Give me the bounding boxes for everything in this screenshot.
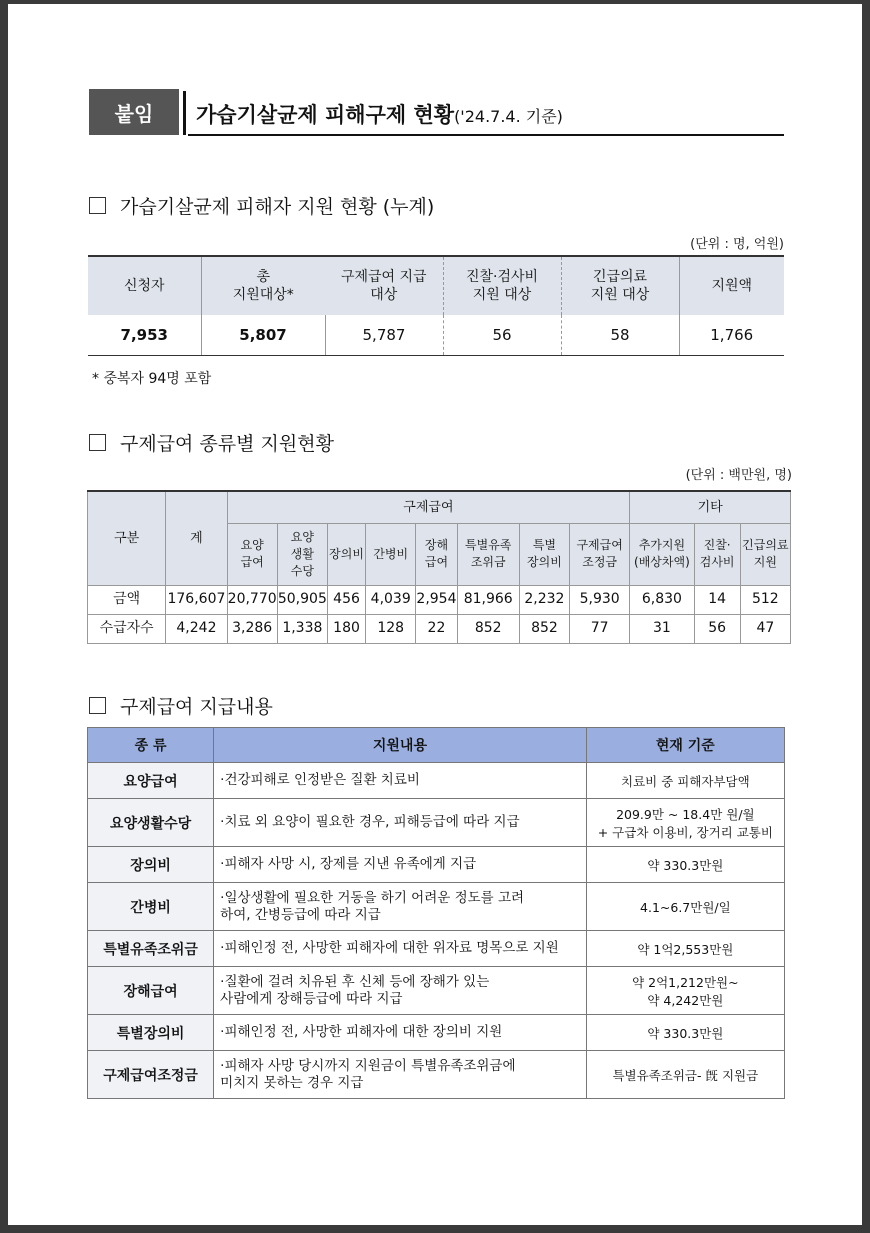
relief-content-table <box>87 727 785 1099</box>
section2-title: 구제급여 종류별 지원현황 <box>120 433 334 455</box>
table-row <box>88 967 785 1015</box>
table-row <box>88 614 791 643</box>
relief-type-cell: 특별유족조위금 <box>88 931 214 967</box>
gubun-header: 구분 <box>88 491 166 585</box>
table-cell: 1,338 <box>277 614 327 643</box>
relief-standard-cell: 약 330.3만원 <box>586 1015 784 1051</box>
table-cell: 47 <box>740 614 790 643</box>
relief-group-header-row <box>88 491 791 523</box>
other-group-header: 기타 <box>630 491 791 523</box>
table-cell: 852 <box>457 614 519 643</box>
relief-column-header: 특별 장의비 <box>519 523 569 585</box>
relief-column-header: 간병비 <box>366 523 416 585</box>
relief-content-cell: ·일상생활에 필요한 거동을 하기 어려운 정도를 고려 하여, 간병등급에 따라 지급 <box>214 883 587 931</box>
table-cell: 4,039 <box>366 585 416 614</box>
relief-column-header: 진찰· 검사비 <box>694 523 740 585</box>
table-cell: 6,830 <box>630 585 694 614</box>
relief-type-cell: 장해급여 <box>88 967 214 1015</box>
table-cell: 20,770 <box>227 585 277 614</box>
summary-header-cell: 지원액 <box>679 256 784 315</box>
table-cell: 512 <box>740 585 790 614</box>
table-row <box>88 1051 785 1099</box>
table-cell: 5,930 <box>570 585 630 614</box>
relief-content-cell: ·건강피해로 인정받은 질환 치료비 <box>214 763 587 799</box>
table-cell: 14 <box>694 585 740 614</box>
header-underline <box>188 134 784 136</box>
table-row <box>88 763 785 799</box>
table-cell: 31 <box>630 614 694 643</box>
relief-column-header: 요양 생활 수당 <box>277 523 327 585</box>
summary-value-cell: 58 <box>561 315 679 356</box>
type-header: 종 류 <box>88 728 214 763</box>
relief-column-header: 특별유족 조위금 <box>457 523 519 585</box>
relief-content-header-row <box>88 728 785 763</box>
summary-footnote: * 중복자 94명 포함 <box>92 371 212 387</box>
relief-column-header: 장해 급여 <box>416 523 457 585</box>
relief-type-cell: 요양급여 <box>88 763 214 799</box>
table-cell: 2,232 <box>519 585 569 614</box>
relief-content-cell: ·피해인정 전, 사망한 피해자에 대한 위자료 명목으로 지원 <box>214 931 587 967</box>
section2-unit: (단위 : 백만원, 명) <box>685 468 792 483</box>
attachment-badge: 붙임 <box>89 89 179 135</box>
relief-standard-cell: 특별유족조위금- 旣 지원금 <box>586 1051 784 1099</box>
table-cell: 81,966 <box>457 585 519 614</box>
summary-header-row <box>88 256 784 315</box>
relief-type-cell: 특별장의비 <box>88 1015 214 1051</box>
section3-title: 구제급여 지급내용 <box>120 696 273 718</box>
relief-content-cell: ·피해자 사망 시, 장제를 지낸 유족에게 지급 <box>214 847 587 883</box>
relief-content-cell: ·치료 외 요양이 필요한 경우, 피해등급에 따라 지급 <box>214 799 587 847</box>
checkbox-icon <box>89 697 106 714</box>
relief-type-cell: 요양생활수당 <box>88 799 214 847</box>
section3-heading <box>89 692 273 719</box>
header-divider <box>183 91 186 135</box>
row-label: 금액 <box>88 585 166 614</box>
summary-header-cell: 신청자 <box>88 256 201 315</box>
relief-standard-cell: 209.9만 ~ 18.4만 원/월 + 구급차 이용비, 장거리 교통비 <box>586 799 784 847</box>
table-row <box>88 799 785 847</box>
table-cell: 2,954 <box>416 585 457 614</box>
relief-standard-cell: 치료비 중 피해자부담액 <box>586 763 784 799</box>
page-title-date: ('24.7.4. 기준) <box>454 107 563 126</box>
summary-value-row <box>88 315 784 356</box>
support-summary-table <box>88 255 784 356</box>
checkbox-icon <box>89 197 106 214</box>
table-row <box>88 883 785 931</box>
relief-type-cell: 장의비 <box>88 847 214 883</box>
section2-heading <box>89 429 334 456</box>
summary-header-cell: 긴급의료 지원 대상 <box>561 256 679 315</box>
table-cell: 852 <box>519 614 569 643</box>
standard-header: 현재 기준 <box>586 728 784 763</box>
relief-standard-cell: 약 1억2,553만원 <box>586 931 784 967</box>
table-cell: 128 <box>366 614 416 643</box>
relief-standard-cell: 약 330.3만원 <box>586 847 784 883</box>
total-header: 계 <box>166 491 227 585</box>
relief-type-cell: 구제급여조정금 <box>88 1051 214 1099</box>
relief-column-header: 구제급여 조정금 <box>570 523 630 585</box>
relief-group-header: 구제급여 <box>227 491 630 523</box>
table-row <box>88 585 791 614</box>
relief-content-cell: ·피해인정 전, 사망한 피해자에 대한 장의비 지원 <box>214 1015 587 1051</box>
table-cell: 77 <box>570 614 630 643</box>
summary-value-cell: 5,787 <box>325 315 443 356</box>
summary-value-cell: 7,953 <box>88 315 201 356</box>
table-row <box>88 847 785 883</box>
checkbox-icon <box>89 434 106 451</box>
relief-column-header: 긴급의료 지원 <box>740 523 790 585</box>
table-cell: 4,242 <box>166 614 227 643</box>
section1-heading <box>89 192 434 219</box>
summary-value-cell: 5,807 <box>201 315 325 356</box>
relief-type-cell: 간병비 <box>88 883 214 931</box>
summary-header-cell: 총 지원대상* <box>201 256 325 315</box>
relief-column-header: 요양 급여 <box>227 523 277 585</box>
table-cell: 50,905 <box>277 585 327 614</box>
relief-standard-cell: 4.1~6.7만원/일 <box>586 883 784 931</box>
page-title <box>196 99 563 129</box>
table-cell: 180 <box>327 614 365 643</box>
section1-unit: (단위 : 명, 억원) <box>690 237 784 252</box>
table-row <box>88 1015 785 1051</box>
relief-column-header: 추가지원 (배상차액) <box>630 523 694 585</box>
table-cell: 456 <box>327 585 365 614</box>
table-cell: 22 <box>416 614 457 643</box>
table-cell: 56 <box>694 614 740 643</box>
page-title-text: 가습기살균제 피해구제 현황 <box>196 103 455 127</box>
relief-content-cell: ·피해자 사망 당시까지 지원금이 특별유족조위금에 미치지 못하는 경우 지급 <box>214 1051 587 1099</box>
relief-standard-cell: 약 2억1,212만원~ 약 4,242만원 <box>586 967 784 1015</box>
row-label: 수급자수 <box>88 614 166 643</box>
relief-column-header: 장의비 <box>327 523 365 585</box>
content-header: 지원내용 <box>214 728 587 763</box>
summary-header-cell: 진찰·검사비 지원 대상 <box>443 256 561 315</box>
section1-title: 가습기살균제 피해자 지원 현황 (누계) <box>120 196 435 218</box>
summary-value-cell: 1,766 <box>679 315 784 356</box>
summary-header-cell: 구제급여 지급 대상 <box>325 256 443 315</box>
table-cell: 3,286 <box>227 614 277 643</box>
summary-value-cell: 56 <box>443 315 561 356</box>
document-page <box>8 4 862 1225</box>
table-cell: 176,607 <box>166 585 227 614</box>
table-row <box>88 931 785 967</box>
relief-by-type-table <box>87 490 791 644</box>
relief-content-cell: ·질환에 걸려 치유된 후 신체 등에 장해가 있는 사람에게 장해등급에 따라 지급 <box>214 967 587 1015</box>
